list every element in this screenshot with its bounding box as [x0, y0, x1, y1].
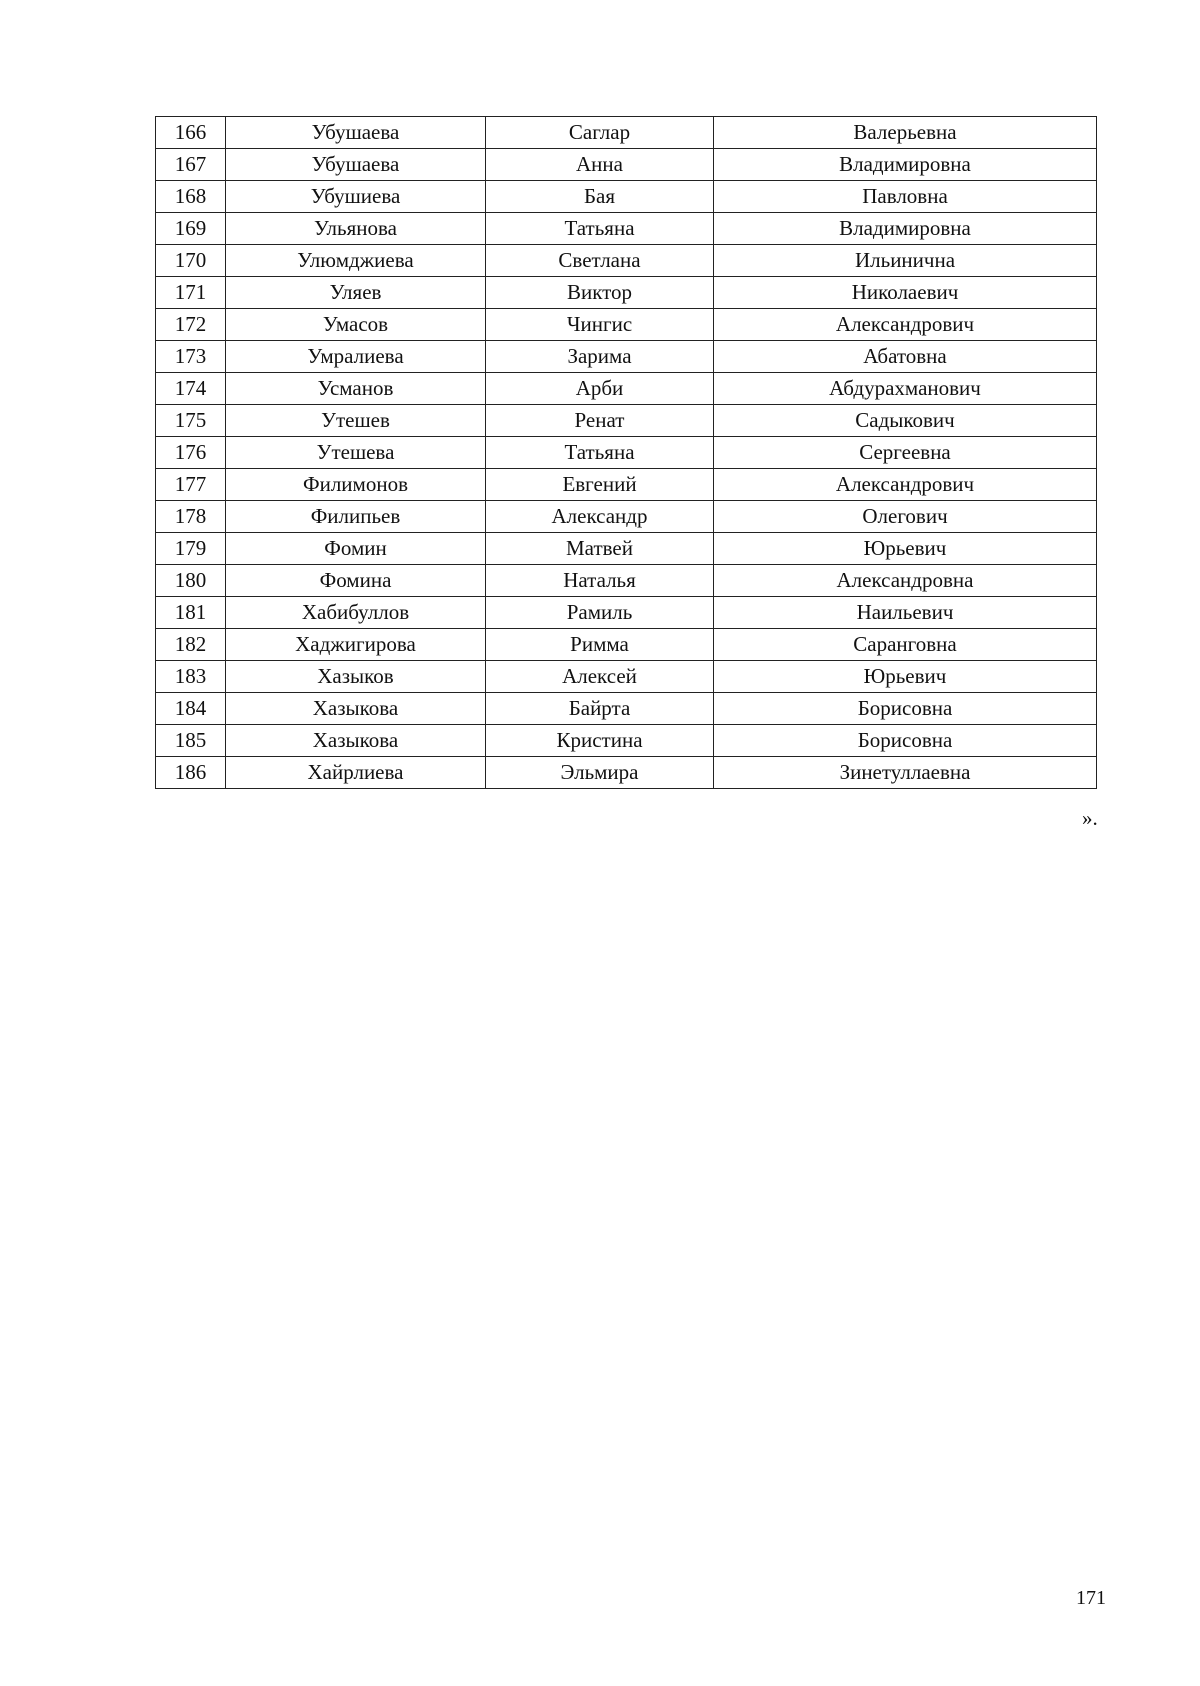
- surname-cell: Хаджигирова: [226, 629, 486, 661]
- row-number-cell: 180: [156, 565, 226, 597]
- surname-cell: Хазыкова: [226, 725, 486, 757]
- row-number-cell: 166: [156, 117, 226, 149]
- table-row: [156, 725, 1097, 757]
- patronymic-cell: Ильинична: [714, 245, 1097, 277]
- row-number-cell: 175: [156, 405, 226, 437]
- table-row: [156, 597, 1097, 629]
- surname-cell: Утешев: [226, 405, 486, 437]
- first-name-cell: Алексей: [486, 661, 714, 693]
- closing-quote: ».: [1082, 806, 1098, 830]
- patronymic-cell: Саранговна: [714, 629, 1097, 661]
- surname-cell: Хазыков: [226, 661, 486, 693]
- first-name-cell: Кристина: [486, 725, 714, 757]
- surname-cell: Убушаева: [226, 117, 486, 149]
- first-name-cell: Наталья: [486, 565, 714, 597]
- first-name-cell: Саглар: [486, 117, 714, 149]
- first-name-cell: Светлана: [486, 245, 714, 277]
- table-row: [156, 469, 1097, 501]
- patronymic-cell: Наильевич: [714, 597, 1097, 629]
- surname-cell: Умасов: [226, 309, 486, 341]
- table-row: [156, 501, 1097, 533]
- surname-cell: Усманов: [226, 373, 486, 405]
- patronymic-cell: Борисовна: [714, 725, 1097, 757]
- patronymic-cell: Абдурахманович: [714, 373, 1097, 405]
- table-row: [156, 245, 1097, 277]
- patronymic-cell: Владимировна: [714, 149, 1097, 181]
- surname-cell: Уляев: [226, 277, 486, 309]
- first-name-cell: Ренат: [486, 405, 714, 437]
- surname-cell: Хабибуллов: [226, 597, 486, 629]
- patronymic-cell: Сергеевна: [714, 437, 1097, 469]
- patronymic-cell: Николаевич: [714, 277, 1097, 309]
- row-number-cell: 178: [156, 501, 226, 533]
- surname-cell: Хайрлиева: [226, 757, 486, 789]
- surname-cell: Умралиева: [226, 341, 486, 373]
- first-name-cell: Арби: [486, 373, 714, 405]
- first-name-cell: Виктор: [486, 277, 714, 309]
- surname-cell: Улюмджиева: [226, 245, 486, 277]
- row-number-cell: 186: [156, 757, 226, 789]
- first-name-cell: Рамиль: [486, 597, 714, 629]
- first-name-cell: Эльмира: [486, 757, 714, 789]
- surname-cell: Филимонов: [226, 469, 486, 501]
- row-number-cell: 172: [156, 309, 226, 341]
- table-row: [156, 757, 1097, 789]
- first-name-cell: Татьяна: [486, 213, 714, 245]
- table-row: [156, 373, 1097, 405]
- row-number-cell: 183: [156, 661, 226, 693]
- surname-cell: Убушаева: [226, 149, 486, 181]
- table-row: [156, 277, 1097, 309]
- row-number-cell: 168: [156, 181, 226, 213]
- patronymic-cell: Александровна: [714, 565, 1097, 597]
- first-name-cell: Александр: [486, 501, 714, 533]
- first-name-cell: Матвей: [486, 533, 714, 565]
- table-row: [156, 117, 1097, 149]
- row-number-cell: 171: [156, 277, 226, 309]
- row-number-cell: 182: [156, 629, 226, 661]
- first-name-cell: Бая: [486, 181, 714, 213]
- roster-table-body: [156, 117, 1097, 789]
- first-name-cell: Зарима: [486, 341, 714, 373]
- page-number: 171: [1076, 1587, 1106, 1609]
- row-number-cell: 167: [156, 149, 226, 181]
- patronymic-cell: Зинетуллаевна: [714, 757, 1097, 789]
- table-row: [156, 405, 1097, 437]
- table-row: [156, 213, 1097, 245]
- surname-cell: Утешева: [226, 437, 486, 469]
- first-name-cell: Татьяна: [486, 437, 714, 469]
- table-row: [156, 309, 1097, 341]
- row-number-cell: 174: [156, 373, 226, 405]
- surname-cell: Фомин: [226, 533, 486, 565]
- patronymic-cell: Олегович: [714, 501, 1097, 533]
- row-number-cell: 185: [156, 725, 226, 757]
- surname-cell: Филипьев: [226, 501, 486, 533]
- row-number-cell: 184: [156, 693, 226, 725]
- table-row: [156, 341, 1097, 373]
- table-row: [156, 693, 1097, 725]
- table-row: [156, 149, 1097, 181]
- patronymic-cell: Юрьевич: [714, 533, 1097, 565]
- row-number-cell: 170: [156, 245, 226, 277]
- patronymic-cell: Валерьевна: [714, 117, 1097, 149]
- patronymic-cell: Александрович: [714, 469, 1097, 501]
- patronymic-cell: Владимировна: [714, 213, 1097, 245]
- row-number-cell: 179: [156, 533, 226, 565]
- first-name-cell: Анна: [486, 149, 714, 181]
- table-row: [156, 661, 1097, 693]
- first-name-cell: Чингис: [486, 309, 714, 341]
- first-name-cell: Байрта: [486, 693, 714, 725]
- patronymic-cell: Александрович: [714, 309, 1097, 341]
- patronymic-cell: Садыкович: [714, 405, 1097, 437]
- patronymic-cell: Абатовна: [714, 341, 1097, 373]
- first-name-cell: Римма: [486, 629, 714, 661]
- row-number-cell: 176: [156, 437, 226, 469]
- table-row: [156, 629, 1097, 661]
- patronymic-cell: Павловна: [714, 181, 1097, 213]
- table-row: [156, 181, 1097, 213]
- roster-table: [155, 116, 1097, 789]
- patronymic-cell: Юрьевич: [714, 661, 1097, 693]
- surname-cell: Ульянова: [226, 213, 486, 245]
- row-number-cell: 169: [156, 213, 226, 245]
- patronymic-cell: Борисовна: [714, 693, 1097, 725]
- row-number-cell: 181: [156, 597, 226, 629]
- surname-cell: Убушиева: [226, 181, 486, 213]
- row-number-cell: 173: [156, 341, 226, 373]
- table-row: [156, 533, 1097, 565]
- first-name-cell: Евгений: [486, 469, 714, 501]
- surname-cell: Фомина: [226, 565, 486, 597]
- row-number-cell: 177: [156, 469, 226, 501]
- table-row: [156, 565, 1097, 597]
- surname-cell: Хазыкова: [226, 693, 486, 725]
- table-row: [156, 437, 1097, 469]
